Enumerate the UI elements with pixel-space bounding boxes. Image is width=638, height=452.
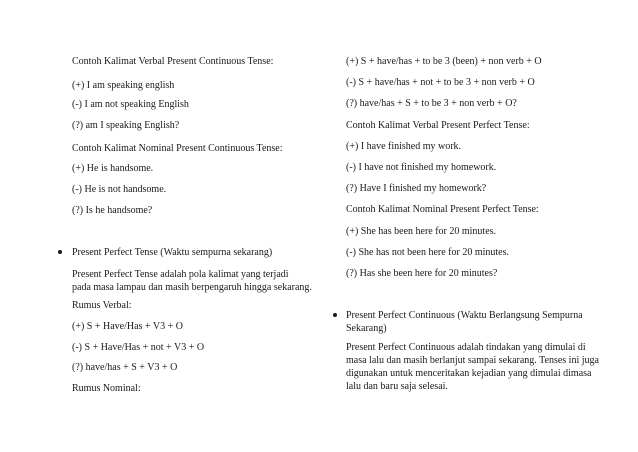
- verbal-positive-example: (+) I am speaking english: [72, 80, 175, 91]
- nominal-formula-question: (?) have/has + S + to be 3 + non verb + O?: [346, 98, 517, 109]
- present-perfect-heading: Present Perfect Tense (Waktu sempurna sekarang): [72, 247, 273, 258]
- verbal-perfect-question: (?) Have I finished my homework?: [346, 183, 487, 194]
- nominal-perfect-question: (?) Has she been here for 20 minutes?: [346, 268, 498, 279]
- nominal-perfect-positive: (+) She has been here for 20 minutes.: [346, 226, 497, 237]
- nominal-negative-example: (-) He is not handsome.: [72, 184, 167, 195]
- nominal-continuous-title: Contoh Kalimat Nominal Present Continuous Tense:: [72, 143, 283, 154]
- continuous-description-line: masa lalu dan masih berlanjut sampai sekarang. Tenses ini juga: [346, 355, 599, 366]
- bullet-icon: [333, 313, 337, 317]
- nominal-perfect-negative: (-) She has not been here for 20 minutes.: [346, 247, 510, 258]
- verbal-perfect-title: Contoh Kalimat Verbal Present Perfect Tense:: [346, 120, 530, 131]
- formula-negative: (-) S + Have/Has + not + V3 + O: [72, 342, 205, 353]
- present-perfect-description-line: Present Perfect Tense adalah pola kalimat yang terjadi: [72, 269, 289, 280]
- formula-positive: (+) S + Have/Has + V3 + O: [72, 321, 183, 332]
- present-perfect-description-line: pada masa lampau dan masih berpengaruh hingga sekarang.: [72, 282, 312, 293]
- nominal-question-example: (?) Is he handsome?: [72, 205, 153, 216]
- verbal-question-example: (?) am I speaking English?: [72, 120, 180, 131]
- nominal-formula-negative: (-) S + have/has + not + to be 3 + non verb + O: [346, 77, 535, 88]
- verbal-continuous-title: Contoh Kalimat Verbal Present Continuous Tense:: [72, 56, 274, 67]
- continuous-description-line: Present Perfect Continuous adalah tindakan yang dimulai di: [346, 342, 586, 353]
- nominal-perfect-title: Contoh Kalimat Nominal Present Perfect Tense:: [346, 204, 539, 215]
- continuous-heading-line: Present Perfect Continuous (Waktu Berlangsung Sempurna: [346, 310, 583, 321]
- bullet-icon: [58, 250, 62, 254]
- verbal-perfect-positive: (+) I have finished my work.: [346, 141, 462, 152]
- nominal-formula-positive: (+) S + have/has + to be 3 (been) + non verb + O: [346, 56, 542, 67]
- verbal-perfect-negative: (-) I have not finished my homework.: [346, 162, 497, 173]
- nominal-positive-example: (+) He is handsome.: [72, 163, 154, 174]
- continuous-description-line: lalu dan baru saja selesai.: [346, 381, 448, 392]
- formula-question: (?) have/has + S + V3 + O: [72, 362, 178, 373]
- continuous-description-line: digunakan untuk menceritakan kejadian yang dimulai dimasa: [346, 368, 592, 379]
- verbal-negative-example: (-) I am not speaking English: [72, 99, 189, 110]
- rumus-nominal-label: Rumus Nominal:: [72, 383, 141, 394]
- continuous-heading-line: Sekarang): [346, 323, 387, 334]
- rumus-verbal-label: Rumus Verbal:: [72, 300, 132, 311]
